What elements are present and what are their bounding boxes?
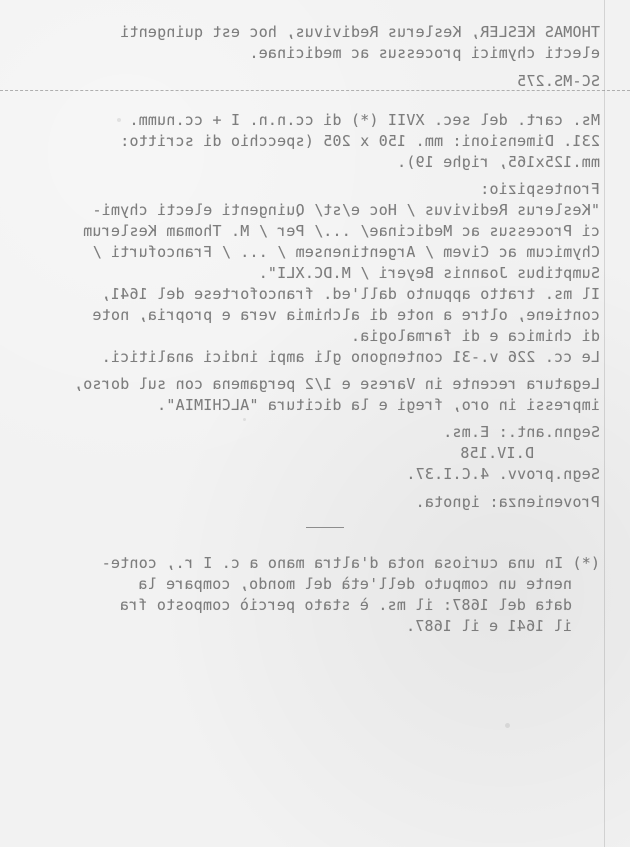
frontispiece-line-2: ci Processus ac Medicinae/ .../ Per / M. Thomam Keslerum — [83, 222, 600, 240]
footnote-line-2: nente un computo dell'età del mondo, compare la — [138, 575, 572, 593]
signature-line-1: Segnn.ant.: E.ms. — [443, 423, 600, 441]
description-line-2: 231. Dimensioni: mm. 150 x 205 (specchio di scritto: — [120, 132, 600, 150]
frontispiece-line-3: Chymicum ac Civem / Argentinensem / ... / Francofurti / — [92, 243, 600, 261]
footnote-line-1: (*) In una curiosa nota d'altra mano a c. I r., conte- — [101, 554, 600, 572]
body-line-1: Il ms. tratto appunto dall'ed. francofortese del 1641, — [101, 285, 600, 303]
body-line-4: Le cc. 226 v.-31 contengono gli ampi indici analitici. — [101, 348, 600, 366]
header-rule — [0, 90, 630, 91]
header-title-line-2: electi chymici processus ac medicinae. — [249, 44, 600, 62]
paper-speck — [505, 723, 510, 728]
shelfmark: SC-MS.275 — [516, 72, 600, 90]
description-line-1: Ms. cart. del sec. XVII (*) di cc.n.n. I + cc.numm. — [129, 111, 600, 129]
paper-fold-line — [604, 0, 605, 847]
body-line-2: contiene, oltre a note di alchimia vera e propria, note — [92, 306, 600, 324]
frontispiece-label: Frontespizio: — [480, 180, 600, 198]
frontispiece-line-4: Sumptibus Joannis Beyeri / M.DC.XLI". — [258, 264, 600, 282]
signature-line-3: Segn.provv. 4.C.I.37. — [406, 465, 600, 483]
binding-line-2: impressi in oro, fregi e la dicitura "ALCHIMIA". — [156, 396, 600, 414]
header-title-line-1: THOMAS KESLER, Keslerus Redivivus, hoc est quingenti — [120, 23, 600, 41]
section-divider — [306, 527, 344, 528]
description-line-3: mm.125x165, righe 19). — [396, 153, 600, 171]
paper-speck — [117, 118, 121, 122]
footnote-line-4: il 1641 e il 1687. — [405, 617, 572, 635]
paper-speck — [243, 418, 246, 421]
binding-line-1: Legatura recente in Varese e 1/2 pergamena con sul dorso, — [73, 375, 600, 393]
frontispiece-line-1: "Keslerus Redivivus / Hoc e/st/ Quingenti electi chymi- — [92, 201, 600, 219]
footnote-line-3: data del 1687: il ms. è stato perciò composto fra — [119, 596, 572, 614]
signature-line-2: D.IV.158 — [460, 444, 534, 462]
body-line-3: di chimica e di farmalogia. — [350, 327, 600, 345]
provenance: Provenienza: ignota. — [415, 493, 600, 511]
